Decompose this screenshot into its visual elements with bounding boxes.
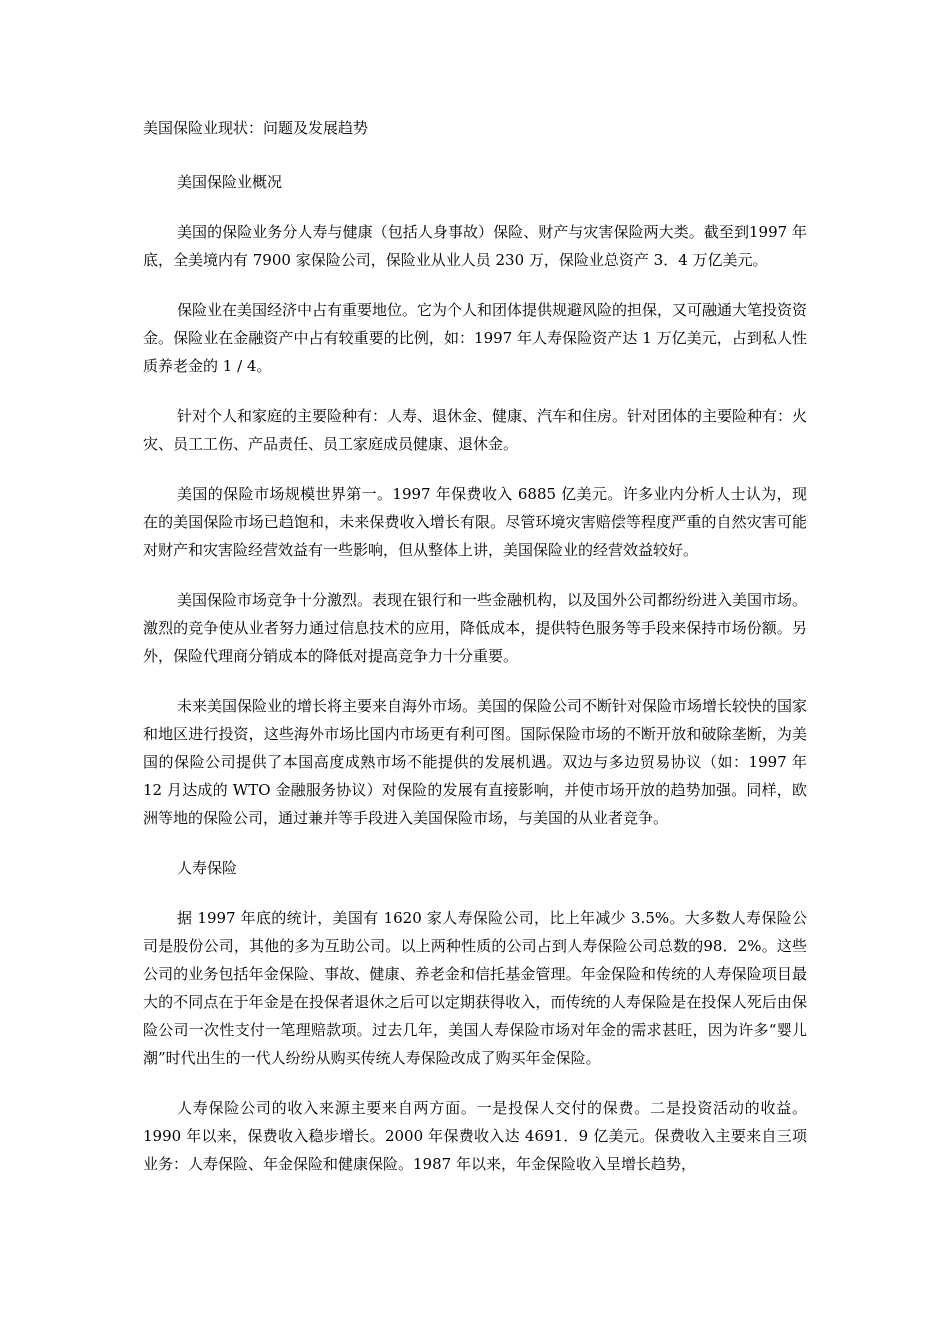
paragraph: 美国的保险市场规模世界第一。1997 年保费收入 6885 亿美元。许多业内分析人士认为，现在的美国保险市场已趋饱和，未来保费收入增长有限。尽管环境灾害赔偿等程度严重的自然灾害可能对财产和灾害险经营效益有一些影响，但从整体上讲，美国保险业的经营效益较好。 bbox=[143, 485, 807, 559]
paragraph: 美国保险市场竞争十分激烈。表现在银行和一些金融机构，以及国外公司都纷纷进入美国市场。激烈的竞争使从业者努力通过信息技术的应用，降低成本，提供特色服务等手段来保持市场份额。另外，保险代理商分销成本的降低对提高竞争力十分重要。 bbox=[143, 591, 808, 665]
document-title: 美国保险业现状：问题及发展趋势 bbox=[143, 119, 369, 137]
paragraph: 据 1997 年底的统计，美国有 1620 家人寿保险公司，比上年减少 3.5%。大多数人寿保险公司是股份公司，其他的多为互助公司。以上两种性质的公司占到人寿保险公司总数的98．2%。这些公司的业务包括年金保险、事故、健康、养老金和信托基金管理。年金保险和传统的人寿保险项目最大的不同点在于年金是在投保者退休之后可以定期获得收入，而传统的人寿保险是在投保人死后由保险公司一次性支付一笔理赔款项。过去几年，美国人寿保险市场对年金的需求甚旺，因为许多“婴儿潮”时代出生的一代人纷纷从购买传统人寿保险改成了购买年金保险。 bbox=[143, 909, 807, 1067]
paragraph: 针对个人和家庭的主要险种有：人寿、退休金、健康、汽车和住房。针对团体的主要险种有：火灾、员工工伤、产品责任、员工家庭成员健康、退休金。 bbox=[143, 407, 808, 453]
paragraph: 人寿保险公司的收入来源主要来自两方面。一是投保人交付的保费。二是投资活动的收益。1990 年以来，保费收入稳步增长。2000 年保费收入达 4691．9 亿美元。保费收入主要来自三项业务：人寿保险、年金保险和健康保险。1987 年以来，年金保险收入呈增长趋势， bbox=[143, 1099, 807, 1173]
section-heading-life-insurance: 人寿保险 bbox=[177, 859, 238, 877]
section-heading-overview: 美国保险业概况 bbox=[177, 173, 283, 191]
paragraph: 保险业在美国经济中占有重要地位。它为个人和团体提供规避风险的担保，又可融通大笔投资资金。保险业在金融资产中占有较重要的比例，如：1997 年人寿保险资产达 1 万亿美元，占到私人性质养老金的 1 / 4。 bbox=[143, 301, 808, 375]
document-page bbox=[143, 114, 807, 1200]
paragraph: 未来美国保险业的增长将主要来自海外市场。美国的保险公司不断针对保险市场增长较快的国家和地区进行投资，这些海外市场比国内市场更有利可图。国际保险市场的不断开放和破除垄断，为美国的保险公司提供了本国高度成熟市场不能提供的发展机遇。双边与多边贸易协议（如：1997 年 12 月达成的 WTO 金融服务协议）对保险的发展有直接影响，并使市场开放的趋势加强。同样，欧洲等地的保险公司，通过兼并等手段进入美国保险市场，与美国的从业者竞争。 bbox=[143, 697, 808, 827]
paragraph: 美国的保险业务分人寿与健康（包括人身事故）保险、财产与灾害保险两大类。截至到1997 年底，全美境内有 7900 家保险公司，保险业从业人员 230 万，保险业总资产 3．4 万亿美元。 bbox=[143, 223, 807, 269]
